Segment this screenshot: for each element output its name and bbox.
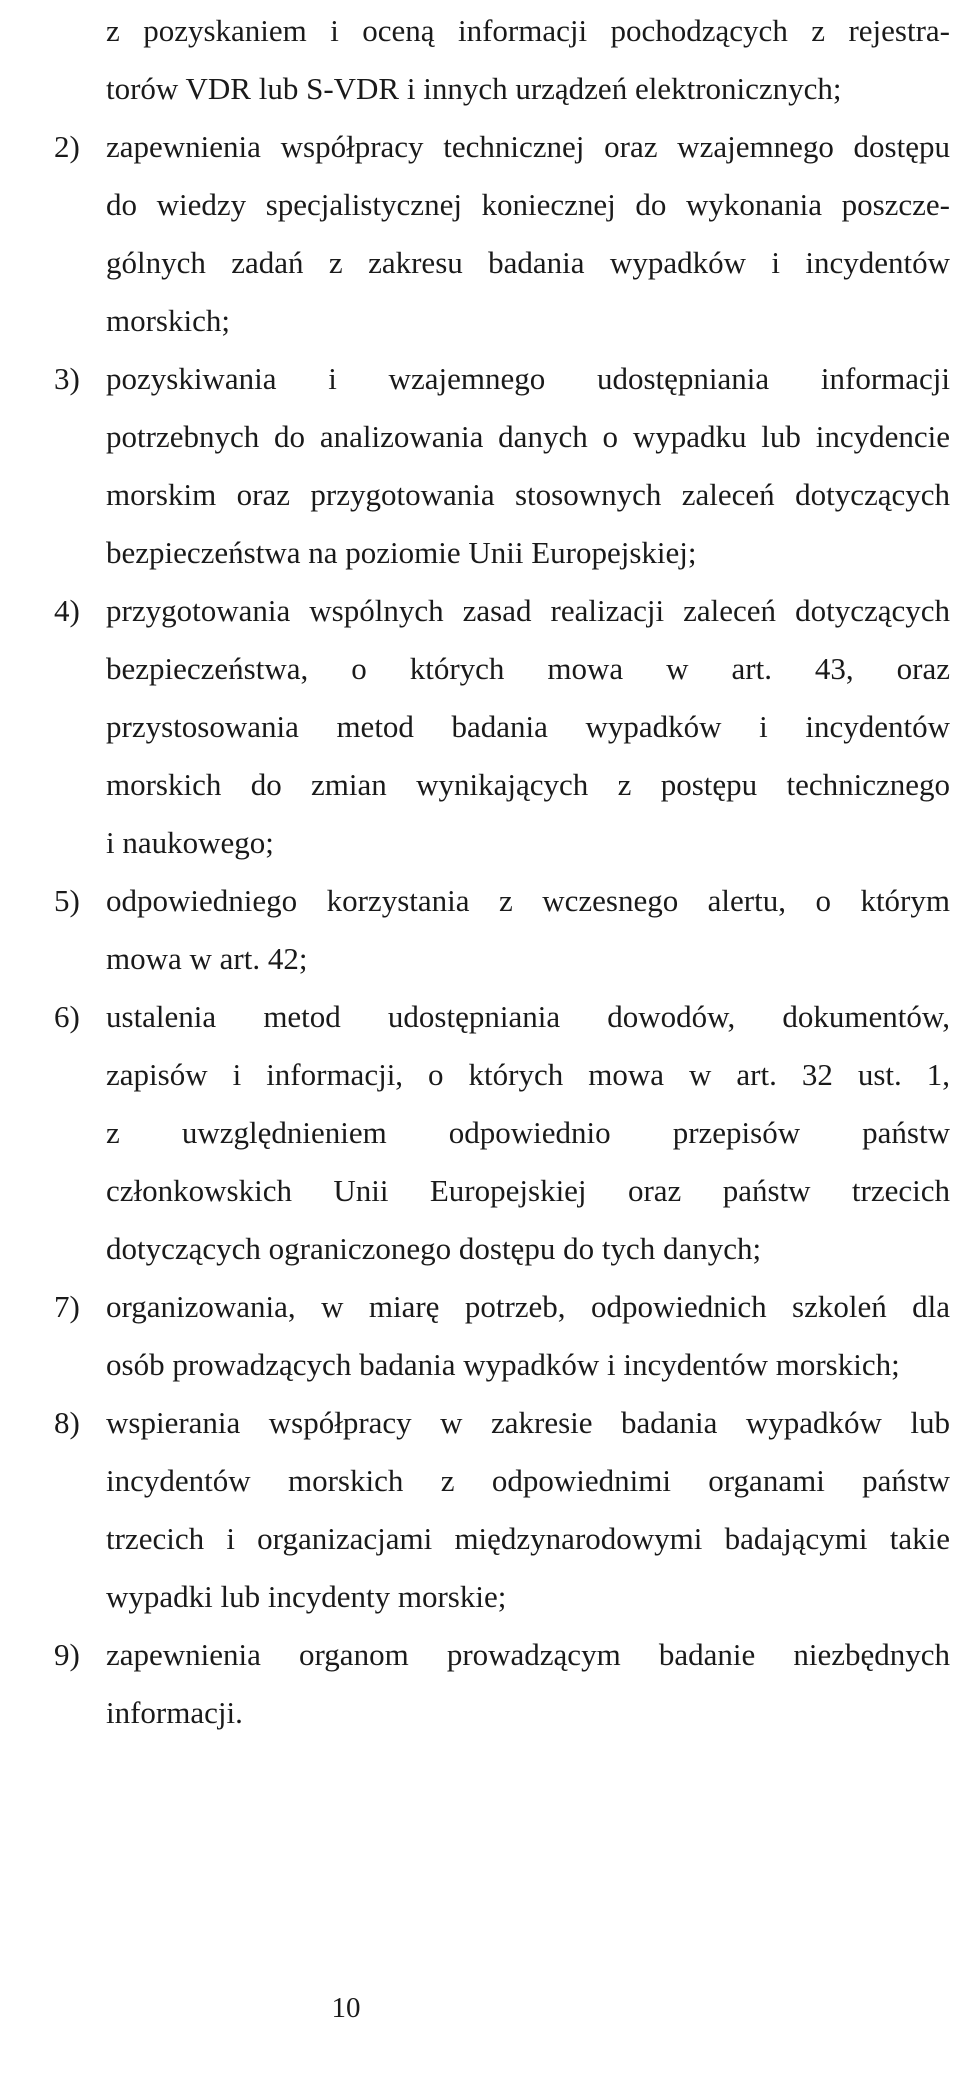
list-item	[54, 118, 950, 350]
text-line: trzecich i organizacjami międzynarodowymi badającymi takie	[106, 1521, 950, 1556]
text-line: torów VDR lub S-VDR i innych urządzeń elektronicznych;	[106, 71, 842, 106]
list-item-number: 3)	[54, 361, 80, 396]
text-line: morskich do zmian wynikających z postępu technicznego	[106, 767, 950, 802]
continuation-paragraph	[106, 2, 950, 118]
list-item	[54, 350, 950, 582]
text-line: morskich;	[106, 303, 230, 338]
text-line: odpowiedniego korzystania z wczesnego alertu, o którym	[106, 883, 950, 918]
list-item	[54, 988, 950, 1278]
text-line: organizowania, w miarę potrzeb, odpowiednich szkoleń dla	[106, 1289, 950, 1324]
text-line: i naukowego;	[106, 825, 274, 860]
list-item-number: 8)	[54, 1405, 80, 1440]
text-line: ustalenia metod udostępniania dowodów, dokumentów,	[106, 999, 950, 1034]
text-line: wypadki lub incydenty morskie;	[106, 1579, 507, 1614]
list-item-number: 6)	[54, 999, 80, 1034]
list-item	[54, 1626, 950, 1742]
page-number	[0, 1988, 960, 2028]
document-body	[54, 2, 950, 1742]
text-line: morskim oraz przygotowania stosownych zaleceń dotyczących	[106, 477, 950, 512]
text-line: przystosowania metod badania wypadków i incydentów	[106, 709, 950, 744]
text-line: gólnych zadań z zakresu badania wypadków i incydentów	[106, 245, 950, 280]
text-line: mowa w art. 42;	[106, 941, 308, 976]
text-line: pozyskiwania i wzajemnego udostępniania informacji	[106, 361, 950, 396]
list-item-number: 9)	[54, 1637, 80, 1672]
text-line: przygotowania wspólnych zasad realizacji zaleceń dotyczących	[106, 593, 950, 628]
page-number-text: 10	[331, 1992, 361, 2024]
text-line: zapewnienia współpracy technicznej oraz wzajemnego dostępu	[106, 129, 950, 164]
list-item-number: 2)	[54, 129, 80, 164]
list-item-number: 5)	[54, 883, 80, 918]
text-line: bezpieczeństwa na poziomie Unii Europejskiej;	[106, 535, 697, 570]
list-item-number: 4)	[54, 593, 80, 628]
text-line: informacji.	[106, 1695, 243, 1730]
text-line: potrzebnych do analizowania danych o wypadku lub incydencie	[106, 419, 950, 454]
text-line: wspierania współpracy w zakresie badania wypadków lub	[106, 1405, 950, 1440]
text-line: z pozyskaniem i oceną informacji pochodzących z rejestra-	[106, 13, 950, 48]
list-item	[54, 582, 950, 872]
text-line: osób prowadzących badania wypadków i incydentów morskich;	[106, 1347, 900, 1382]
list-item	[54, 872, 950, 988]
text-line: z uwzględnieniem odpowiednio przepisów państw	[106, 1115, 950, 1150]
text-line: bezpieczeństwa, o których mowa w art. 43, oraz	[106, 651, 950, 686]
list-item	[54, 1394, 950, 1626]
text-line: incydentów morskich z odpowiednimi organami państw	[106, 1463, 950, 1498]
text-line: do wiedzy specjalistycznej koniecznej do wykonania poszcze-	[106, 187, 950, 222]
list-item-number: 7)	[54, 1289, 80, 1324]
text-line: dotyczących ograniczonego dostępu do tych danych;	[106, 1231, 762, 1266]
text-line: zapisów i informacji, o których mowa w art. 32 ust. 1,	[106, 1057, 950, 1092]
text-line: członkowskich Unii Europejskiej oraz państw trzecich	[106, 1173, 950, 1208]
text-line: zapewnienia organom prowadzącym badanie niezbędnych	[106, 1637, 950, 1672]
list-item	[54, 1278, 950, 1394]
